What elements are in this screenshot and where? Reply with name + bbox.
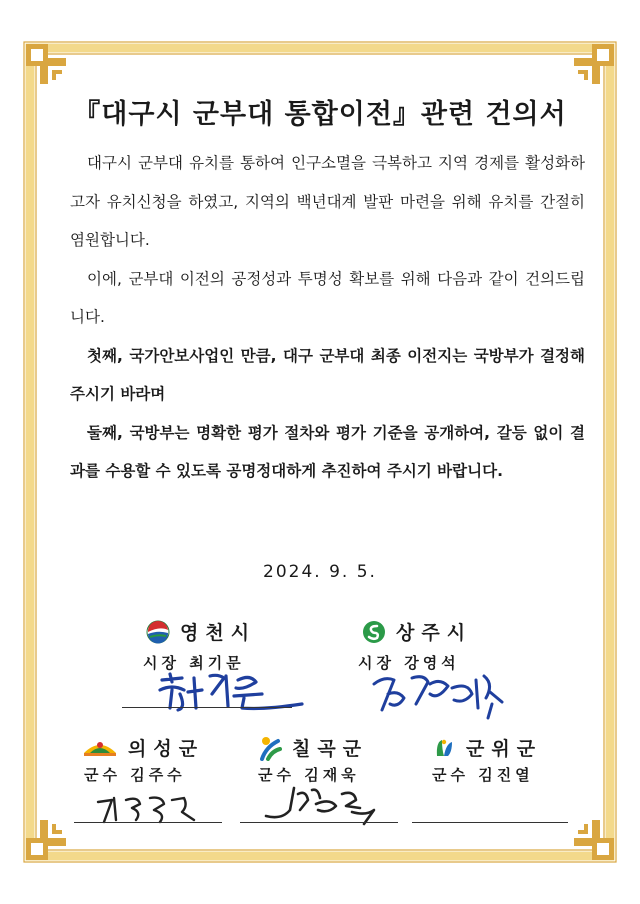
uiseong-logo-icon [82,737,118,759]
official-sangju: 시장 강영석 [358,654,460,672]
signature-line [240,822,398,823]
signature-line [122,707,292,708]
official-gunwi: 군수 김진열 [432,766,534,784]
document-title: 『대구시 군부대 통합이전』관련 건의서 [73,99,567,130]
body-text [70,144,585,491]
official-uiseong: 군수 김주수 [84,766,186,784]
official-yeongcheon: 시장 최기문 [143,654,245,672]
chilgok-logo-icon [258,735,282,761]
org-name: 영천시 [180,622,257,644]
signature-chilgok [256,780,396,828]
yeongcheon-logo-icon [146,620,170,644]
paragraph-2: 이에, 군부대 이전의 공정성과 투명성 확보를 위해 다음과 같이 건의드립니다. [70,269,585,326]
org-name: 의성군 [128,738,205,760]
official-chilgok: 군수 김재욱 [258,766,360,784]
org-yeongcheon [146,618,256,645]
org-name: 칠곡군 [292,738,369,760]
paragraph-first [70,337,585,414]
signature-text-chilgok [256,820,259,821]
org-name: 상주시 [396,622,473,644]
org-gunwi [432,734,542,761]
document-date: 2024. 9. 5. [263,562,377,582]
paragraph-request [70,260,585,337]
paragraph-second [70,414,585,491]
paragraph-intro [70,144,585,260]
sangju-logo-icon [362,620,386,644]
signature-text-sangju [368,706,371,707]
paragraph-3: 첫째, 국가안보사업인 만큼, 대구 군부대 최종 이전지는 국방부가 결정해 주시기 바라며 [70,346,585,403]
gunwi-logo-icon [432,736,456,760]
signature-line [412,822,568,823]
org-uiseong [82,734,204,761]
paragraph-1: 대구시 군부대 유치를 통하여 인구소멸을 극복하고 지역 경제를 활성화하고자 유치신청을 하였고, 지역의 백년대계 발판 마련을 위해 유치를 간절히 염원합니다. [70,154,585,249]
org-sangju [362,618,472,645]
signature-sangju [368,664,528,724]
signature-text-uiseong [92,820,95,821]
paragraph-4: 둘째, 국방부는 명확한 평가 절차와 평가 기준을 공개하여, 갈등 없이 결과를 수용할 수 있도록 공명정대하게 추진하여 주시기 바랍니다. [70,423,585,480]
signature-line [74,822,222,823]
org-name: 군위군 [466,738,543,760]
org-chilgok [258,734,368,761]
